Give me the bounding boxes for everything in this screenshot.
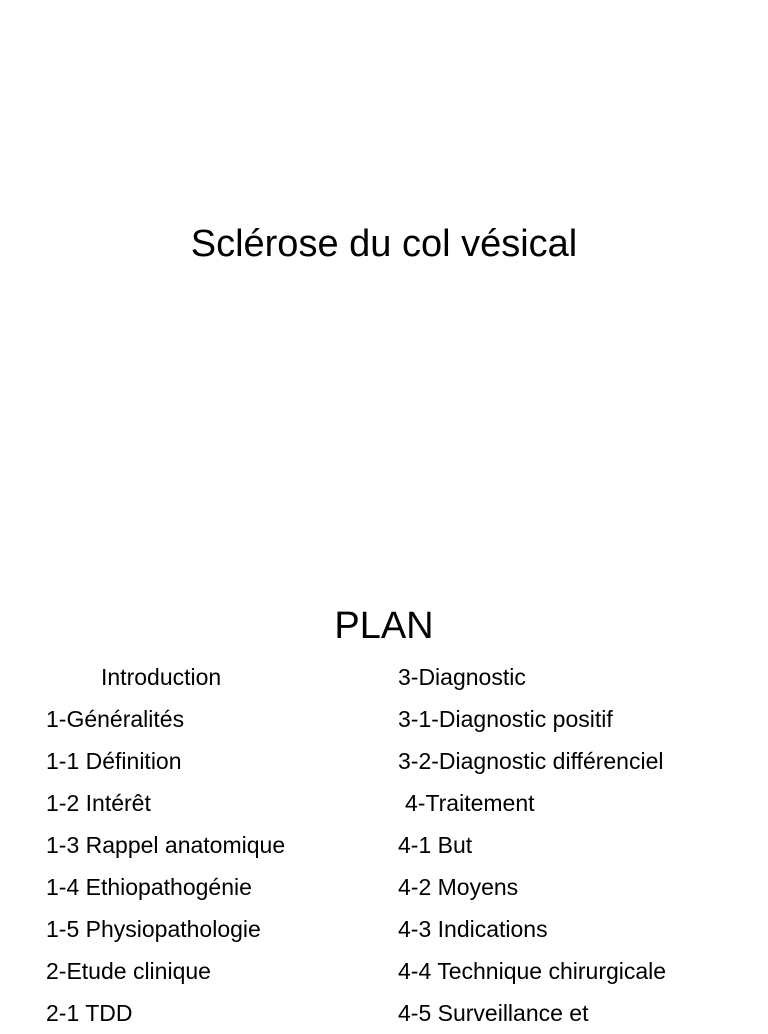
plan-item-indications: 4-3 Indications [398, 916, 548, 942]
slide-title: Sclérose du col vésical [190, 223, 578, 265]
plan-item-diagnostic: 3-Diagnostic [398, 664, 526, 690]
plan-item-tdd: 2-1 TDD [46, 1000, 133, 1026]
plan-heading: PLAN [334, 605, 434, 647]
plan-item-generalites: 1-Généralités [46, 706, 185, 732]
plan-item-definition: 1-1 Définition [46, 748, 182, 774]
plan-item-physiopathologie: 1-5 Physiopathologie [46, 916, 261, 942]
plan-item-diagnostic-positif: 3-1-Diagnostic positif [398, 706, 613, 732]
plan-item-interet: 1-2 Intérêt [46, 790, 151, 816]
plan-item-rappel-anatomique: 1-3 Rappel anatomique [46, 832, 286, 858]
plan-right-column [398, 656, 666, 1034]
plan-item-etude-clinique: 2-Etude clinique [46, 958, 211, 984]
plan-item-diagnostic-differenciel: 3-2-Diagnostic différenciel [398, 748, 664, 774]
plan-left-column [46, 656, 285, 1034]
plan-item-introduction: Introduction [101, 664, 222, 690]
plan-item-ethiopathogenie: 1-4 Ethiopathogénie [46, 874, 252, 900]
plan-item-but: 4-1 But [398, 832, 473, 858]
plan-item-traitement: 4-Traitement [405, 790, 535, 816]
plan-item-technique-chirurgicale: 4-4 Technique chirurgicale [398, 958, 667, 984]
plan-item-surveillance: 4-5 Surveillance et [398, 1000, 589, 1026]
plan-item-moyens: 4-2 Moyens [398, 874, 519, 900]
